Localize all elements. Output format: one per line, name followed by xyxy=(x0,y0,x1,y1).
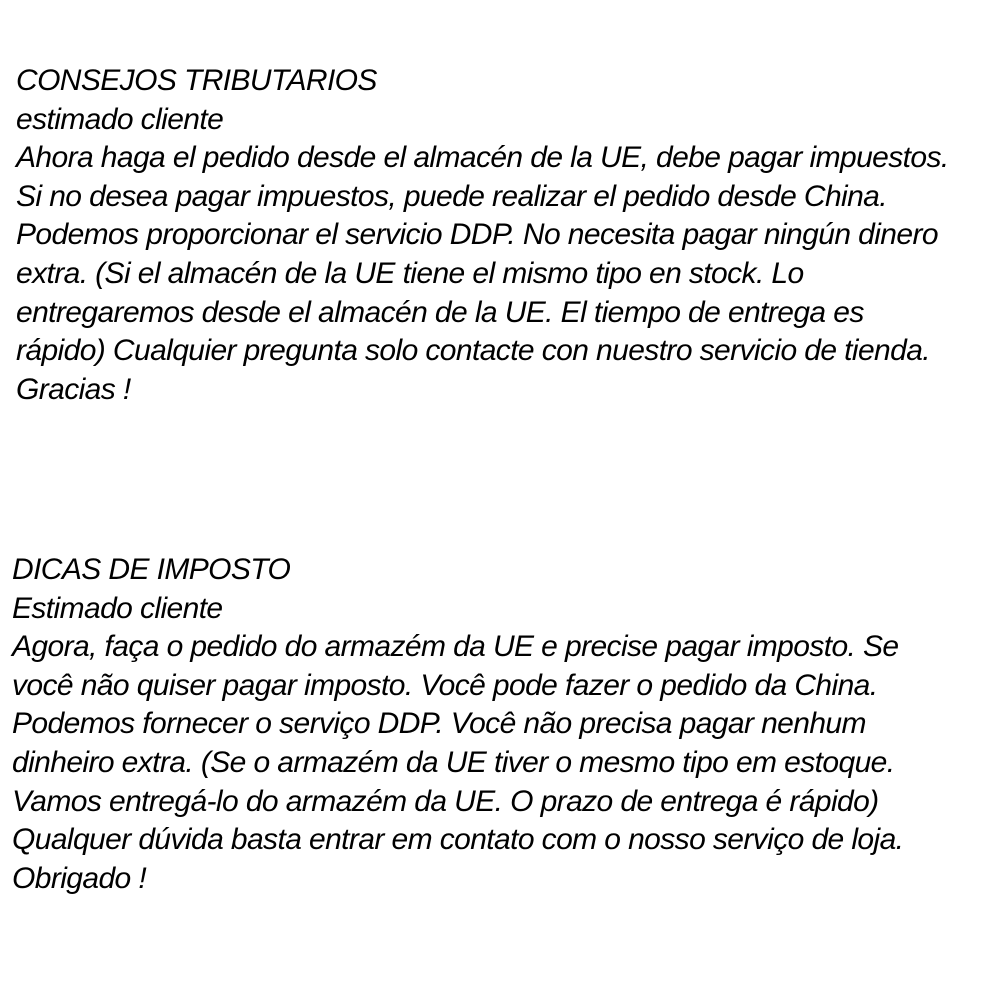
notice-body-line: Si no desea pagar impuestos, puede realizar el pedido desde China. xyxy=(16,179,888,213)
notice-closing: Gracias ! xyxy=(16,372,131,406)
notice-body-line: dinheiro extra. (Se o armazém da UE tiver o mesmo tipo em estoque. xyxy=(12,745,895,779)
notice-body-line: Podemos proporcionar el servicio DDP. No necesita pagar ningún dinero xyxy=(16,218,938,252)
notice-closing: Obrigado ! xyxy=(12,861,147,895)
notice-body-line: Agora, faça o pedido do armazém da UE e precise pagar imposto. Se xyxy=(12,630,899,664)
notice-title: CONSEJOS TRIBUTARIOS xyxy=(16,64,377,97)
notice-greeting: Estimado cliente xyxy=(12,591,223,625)
notice-body-line: você não quiser pagar imposto. Você pode fazer o pedido da China. xyxy=(12,668,878,702)
notice-body-line: Vamos entregá-lo do armazém da UE. O prazo de entrega é rápido) xyxy=(12,784,879,818)
notice-title: DICAS DE IMPOSTO xyxy=(12,553,291,586)
notice-body-line: entregaremos desde el almacén de la UE. El tiempo de entrega es xyxy=(16,295,864,329)
spanish-tax-notice xyxy=(16,62,949,409)
notice-body-line: Podemos fornecer o serviço DDP. Você não precisa pagar nenhum xyxy=(12,707,866,741)
notice-body-line: Qualquer dúvida basta entrar em contato com o nosso serviço de loja. xyxy=(12,823,904,857)
notice-greeting: estimado cliente xyxy=(16,102,224,136)
notice-body-line: extra. (Si el almacén de la UE tiene el mismo tipo en stock. Lo xyxy=(16,256,804,290)
notice-body-line: Ahora haga el pedido desde el almacén de la UE, debe pagar impuestos. xyxy=(16,141,949,175)
notice-body-line: rápido) Cualquier pregunta solo contacte con nuestro servicio de tienda. xyxy=(16,334,931,368)
portuguese-tax-notice xyxy=(12,551,903,898)
